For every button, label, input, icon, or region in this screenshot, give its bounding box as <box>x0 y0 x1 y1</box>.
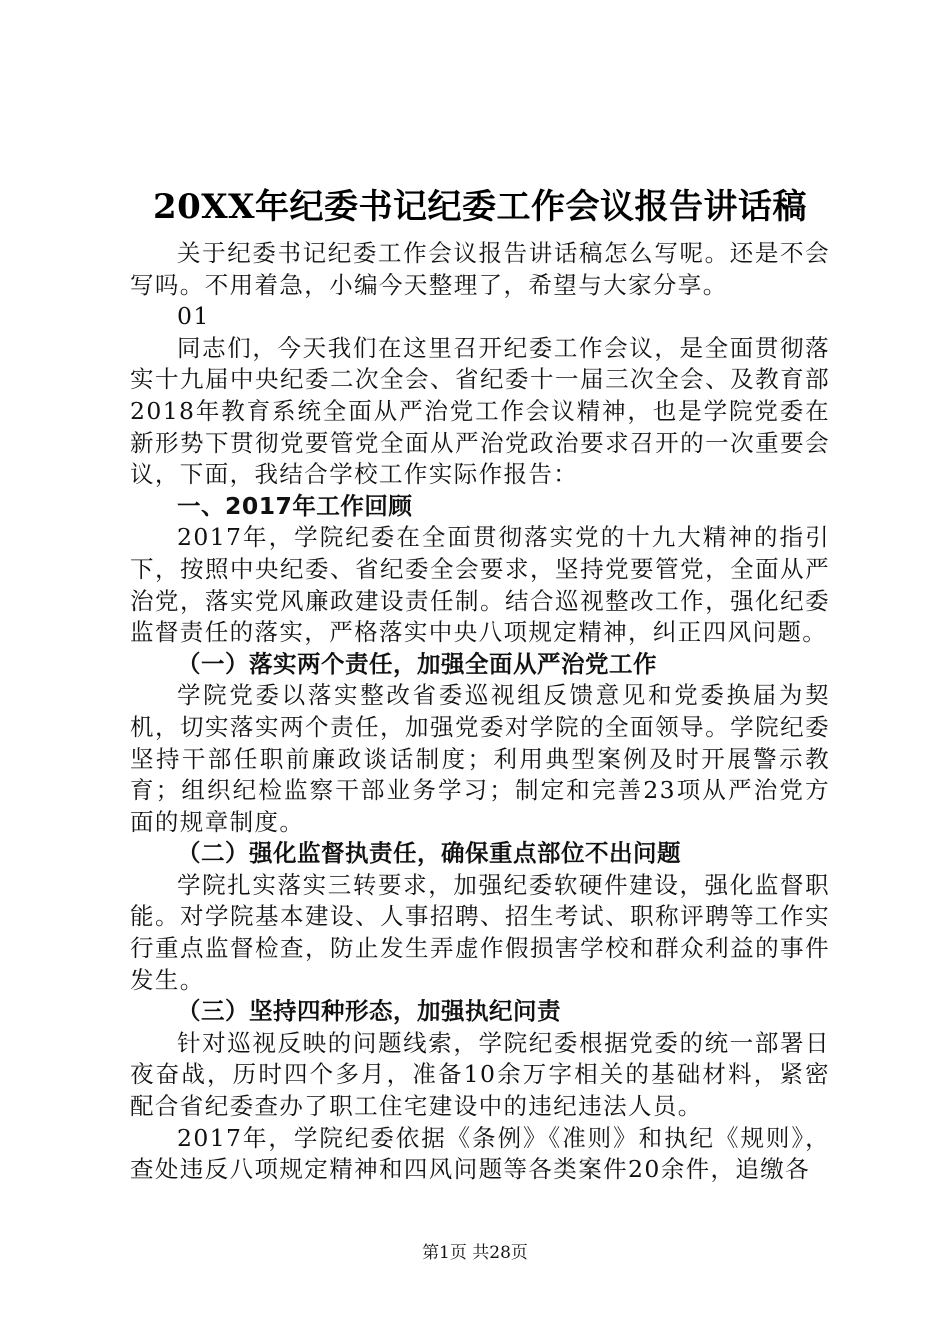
body-paragraph: 2017年，学院纪委在全面贯彻落实党的十九大精神的指引下，按照中央纪委、省纪委全会要求，坚持党要管党，全面从严治党，落实党风廉政建设责任制。结合巡视整改工作，强化纪委监督责任的落实，严格落实中央八项规定精神，纠正四风问题。 <box>130 523 830 647</box>
body-paragraph: 同志们，今天我们在这里召开纪委工作会议，是全面贯彻落实十九届中央纪委二次全会、省纪委十一届三次全会、及教育部2018年教育系统全面从严治党工作会议精神，也是学院党委在新形势下贯彻党要管党全面从严治党政治要求召开的一次重要会议，下面，我结合学校工作实际作报告： <box>130 333 830 489</box>
body-paragraph: 关于纪委书记纪委工作会议报告讲话稿怎么写呢。还是不会写吗。不用着急，小编今天整理了，希望与大家分享。 <box>130 239 830 299</box>
document-title: 20XX年纪委书记纪委工作会议报告讲话稿 <box>152 187 808 227</box>
section-heading: （三）坚持四种形态，加强执纪问责 <box>177 997 561 1026</box>
document-body <box>130 185 830 1186</box>
body-paragraph: 2017年，学院纪委依据《条例》《准则》和执纪《规则》，查处违反八项规定精神和四风问题等各类案件20余件，追缴各 <box>130 1123 830 1184</box>
body-paragraph: 学院党委以落实整改省委巡视组反馈意见和党委换届为契机，切实落实两个责任，加强党委对学院的全面领导。学院纪委坚持干部任职前廉政谈话制度；利用典型案例及时开展警示教育；组织纪检监察干部业务学习；制定和完善23项从严治党方面的规章制度。 <box>130 681 830 836</box>
section-heading: 一、2017年工作回顾 <box>177 491 413 520</box>
section-heading: （二）强化监督执责任，确保重点部位不出问题 <box>177 839 681 868</box>
document-blocks <box>130 238 830 1186</box>
page-number-footer: 第1页 共28页 <box>422 1243 528 1263</box>
section-heading: （一）落实两个责任，加强全面从严治党工作 <box>177 649 657 678</box>
body-paragraph: 学院扎实落实三转要求，加强纪委软硬件建设，强化监督职能。对学院基本建设、人事招聘、招生考试、职称评聘等工作实行重点监督检查，防止发生弄虚作假损害学校和群众利益的事件发生。 <box>130 870 830 994</box>
body-paragraph: 01 <box>177 302 210 331</box>
body-paragraph: 针对巡视反映的问题线索，学院纪委根据党委的统一部署日夜奋战，历时四个多月，准备10余万字相关的基础材料，紧密配合省纪委查办了职工住宅建设中的违纪违法人员。 <box>130 1028 830 1121</box>
